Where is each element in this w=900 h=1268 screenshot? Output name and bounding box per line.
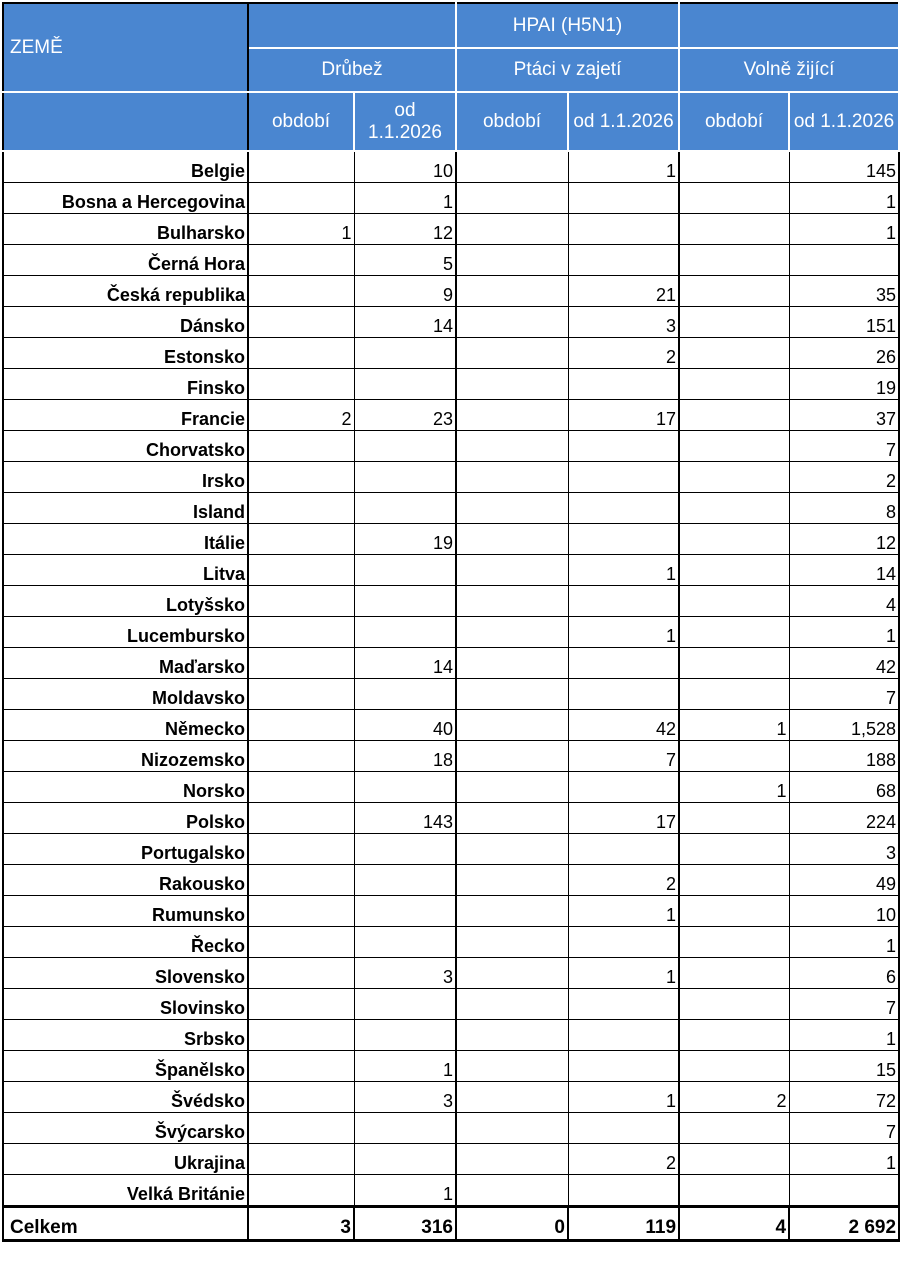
- value-cell: [679, 989, 789, 1020]
- value-cell: [456, 493, 568, 524]
- value-cell: [456, 1082, 568, 1113]
- table-row: [3, 803, 899, 834]
- value-cell: 2: [568, 338, 679, 369]
- country-name: Švýcarsko: [3, 1113, 248, 1144]
- country-name: Litva: [3, 555, 248, 586]
- value-cell: [354, 927, 456, 958]
- value-cell: 17: [568, 400, 679, 431]
- total-cell: 2 692: [789, 1207, 899, 1241]
- value-cell: [679, 276, 789, 307]
- table-row: [3, 958, 899, 989]
- value-cell: [456, 431, 568, 462]
- value-cell: [248, 276, 354, 307]
- value-cell: [679, 338, 789, 369]
- country-name: Francie: [3, 400, 248, 431]
- country-name: Chorvatsko: [3, 431, 248, 462]
- value-cell: [354, 834, 456, 865]
- value-cell: [456, 803, 568, 834]
- value-cell: [248, 617, 354, 648]
- country-name: Norsko: [3, 772, 248, 803]
- table-row: [3, 524, 899, 555]
- total-cell: 3: [248, 1207, 354, 1241]
- hpai-outbreak-table: [2, 2, 900, 1242]
- value-cell: 2: [679, 1082, 789, 1113]
- value-cell: [248, 369, 354, 400]
- value-cell: [248, 338, 354, 369]
- value-cell: [456, 1144, 568, 1175]
- country-name: Irsko: [3, 462, 248, 493]
- value-cell: 14: [354, 307, 456, 338]
- value-cell: [248, 989, 354, 1020]
- value-cell: [568, 183, 679, 214]
- value-cell: [248, 183, 354, 214]
- value-cell: [456, 772, 568, 803]
- value-cell: [248, 1082, 354, 1113]
- value-cell: [568, 679, 679, 710]
- total-cell: 316: [354, 1207, 456, 1241]
- value-cell: [248, 958, 354, 989]
- table-row: [3, 1082, 899, 1113]
- value-cell: 17: [568, 803, 679, 834]
- value-cell: 7: [789, 431, 899, 462]
- category-header-poultry: Drůbež: [248, 48, 456, 92]
- value-cell: [354, 989, 456, 1020]
- subheader-since: od 1.1.2026: [568, 92, 679, 151]
- group-title-header: HPAI (H5N1): [456, 3, 679, 48]
- value-cell: [354, 586, 456, 617]
- value-cell: 18: [354, 741, 456, 772]
- value-cell: [679, 214, 789, 245]
- value-cell: [789, 1175, 899, 1207]
- value-cell: [248, 493, 354, 524]
- value-cell: 1: [789, 1144, 899, 1175]
- value-cell: 1: [568, 896, 679, 927]
- table-row: [3, 245, 899, 276]
- value-cell: [248, 524, 354, 555]
- value-cell: [248, 834, 354, 865]
- value-cell: [679, 1051, 789, 1082]
- value-cell: 21: [568, 276, 679, 307]
- value-cell: [456, 183, 568, 214]
- category-header-wild-birds: Volně žijící: [679, 48, 899, 92]
- value-cell: [679, 1113, 789, 1144]
- value-cell: 1: [568, 958, 679, 989]
- country-name: Belgie: [3, 151, 248, 183]
- country-name: Ukrajina: [3, 1144, 248, 1175]
- value-cell: [456, 1051, 568, 1082]
- table-row: [3, 679, 899, 710]
- table-row: [3, 648, 899, 679]
- value-cell: [248, 741, 354, 772]
- country-name: Finsko: [3, 369, 248, 400]
- value-cell: 42: [789, 648, 899, 679]
- value-cell: 19: [354, 524, 456, 555]
- total-cell: 4: [679, 1207, 789, 1241]
- value-cell: [679, 369, 789, 400]
- value-cell: [456, 1020, 568, 1051]
- value-cell: [679, 307, 789, 338]
- value-cell: [456, 276, 568, 307]
- table-row: [3, 151, 899, 183]
- value-cell: [456, 679, 568, 710]
- value-cell: [568, 1175, 679, 1207]
- value-cell: [456, 1175, 568, 1207]
- table-row: [3, 431, 899, 462]
- table-row: [3, 555, 899, 586]
- country-name: Polsko: [3, 803, 248, 834]
- value-cell: [248, 245, 354, 276]
- header-blank-right: [679, 3, 899, 48]
- value-cell: 10: [354, 151, 456, 183]
- value-cell: [679, 183, 789, 214]
- table-row: [3, 183, 899, 214]
- value-cell: [679, 400, 789, 431]
- value-cell: [456, 524, 568, 555]
- value-cell: [248, 803, 354, 834]
- value-cell: [568, 214, 679, 245]
- country-name: Nizozemsko: [3, 741, 248, 772]
- value-cell: [456, 617, 568, 648]
- value-cell: 14: [354, 648, 456, 679]
- table-row: [3, 369, 899, 400]
- value-cell: [679, 245, 789, 276]
- value-cell: 12: [354, 214, 456, 245]
- table-row: [3, 493, 899, 524]
- value-cell: [679, 834, 789, 865]
- value-cell: 1: [789, 1020, 899, 1051]
- country-name: Velká Británie: [3, 1175, 248, 1207]
- value-cell: [568, 493, 679, 524]
- value-cell: 9: [354, 276, 456, 307]
- value-cell: 19: [789, 369, 899, 400]
- value-cell: [679, 1175, 789, 1207]
- value-cell: [354, 555, 456, 586]
- value-cell: [456, 710, 568, 741]
- value-cell: 37: [789, 400, 899, 431]
- value-cell: [248, 927, 354, 958]
- total-row: [3, 1207, 899, 1241]
- value-cell: 1: [248, 214, 354, 245]
- value-cell: [248, 462, 354, 493]
- value-cell: 1: [354, 183, 456, 214]
- value-cell: 1: [568, 1082, 679, 1113]
- country-name: Island: [3, 493, 248, 524]
- value-cell: 1: [354, 1175, 456, 1207]
- value-cell: 2: [248, 400, 354, 431]
- table-row: [3, 834, 899, 865]
- value-cell: [456, 648, 568, 679]
- value-cell: [248, 1144, 354, 1175]
- value-cell: [456, 927, 568, 958]
- table-row: [3, 1144, 899, 1175]
- value-cell: [248, 865, 354, 896]
- value-cell: [679, 431, 789, 462]
- value-cell: [456, 586, 568, 617]
- value-cell: [354, 679, 456, 710]
- country-name: Španělsko: [3, 1051, 248, 1082]
- value-cell: 7: [789, 989, 899, 1020]
- value-cell: [568, 989, 679, 1020]
- value-cell: [456, 555, 568, 586]
- value-cell: [456, 307, 568, 338]
- country-name: Estonsko: [3, 338, 248, 369]
- country-name: Dánsko: [3, 307, 248, 338]
- value-cell: 5: [354, 245, 456, 276]
- value-cell: 26: [789, 338, 899, 369]
- country-name: Maďarsko: [3, 648, 248, 679]
- value-cell: [568, 1051, 679, 1082]
- value-cell: [354, 431, 456, 462]
- value-cell: [248, 679, 354, 710]
- country-name: Portugalsko: [3, 834, 248, 865]
- value-cell: [456, 1113, 568, 1144]
- value-cell: 42: [568, 710, 679, 741]
- value-cell: [248, 648, 354, 679]
- subheader-since: od 1.1.2026: [789, 92, 899, 151]
- value-cell: [354, 462, 456, 493]
- value-cell: [679, 927, 789, 958]
- value-cell: 6: [789, 958, 899, 989]
- subheader-period: období: [456, 92, 568, 151]
- value-cell: [248, 307, 354, 338]
- table-row: [3, 617, 899, 648]
- value-cell: [568, 1020, 679, 1051]
- value-cell: 8: [789, 493, 899, 524]
- country-name: Bosna a Hercegovina: [3, 183, 248, 214]
- value-cell: [679, 586, 789, 617]
- value-cell: 7: [789, 1113, 899, 1144]
- value-cell: 145: [789, 151, 899, 183]
- total-cell: 0: [456, 1207, 568, 1241]
- country-name: Slovinsko: [3, 989, 248, 1020]
- value-cell: [354, 617, 456, 648]
- value-cell: [679, 679, 789, 710]
- value-cell: [568, 927, 679, 958]
- value-cell: [354, 338, 456, 369]
- table-row: [3, 1113, 899, 1144]
- value-cell: 1: [789, 927, 899, 958]
- value-cell: [248, 1051, 354, 1082]
- value-cell: 2: [789, 462, 899, 493]
- header-blank-left: [248, 3, 456, 48]
- value-cell: [679, 1144, 789, 1175]
- table-row: [3, 307, 899, 338]
- value-cell: [456, 865, 568, 896]
- value-cell: [679, 151, 789, 183]
- value-cell: [456, 462, 568, 493]
- country-name: Rakousko: [3, 865, 248, 896]
- value-cell: [354, 369, 456, 400]
- value-cell: [354, 1020, 456, 1051]
- value-cell: [248, 1020, 354, 1051]
- value-cell: 3: [354, 1082, 456, 1113]
- country-name: Rumunsko: [3, 896, 248, 927]
- value-cell: 12: [789, 524, 899, 555]
- value-cell: [568, 834, 679, 865]
- table-row: [3, 400, 899, 431]
- value-cell: 3: [789, 834, 899, 865]
- table-row: [3, 865, 899, 896]
- country-name: Černá Hora: [3, 245, 248, 276]
- table-row: [3, 1020, 899, 1051]
- country-name: Lotyšsko: [3, 586, 248, 617]
- value-cell: [456, 989, 568, 1020]
- value-cell: 188: [789, 741, 899, 772]
- value-cell: [679, 555, 789, 586]
- country-name: Česká republika: [3, 276, 248, 307]
- value-cell: 1: [568, 617, 679, 648]
- value-cell: [679, 524, 789, 555]
- value-cell: 4: [789, 586, 899, 617]
- value-cell: [568, 245, 679, 276]
- subheader-since: od 1.1.2026: [354, 92, 456, 151]
- value-cell: 68: [789, 772, 899, 803]
- value-cell: [679, 741, 789, 772]
- value-cell: 14: [789, 555, 899, 586]
- country-name: Bulharsko: [3, 214, 248, 245]
- value-cell: [456, 958, 568, 989]
- subheader-period: období: [248, 92, 354, 151]
- table-row: [3, 1175, 899, 1207]
- value-cell: 1: [568, 151, 679, 183]
- value-cell: 143: [354, 803, 456, 834]
- value-cell: [248, 772, 354, 803]
- value-cell: [679, 462, 789, 493]
- table-row: [3, 927, 899, 958]
- value-cell: [248, 431, 354, 462]
- value-cell: [248, 555, 354, 586]
- table-row: [3, 710, 899, 741]
- value-cell: [679, 493, 789, 524]
- value-cell: 1,528: [789, 710, 899, 741]
- value-cell: [248, 586, 354, 617]
- country-name: Slovensko: [3, 958, 248, 989]
- value-cell: 23: [354, 400, 456, 431]
- value-cell: 1: [789, 214, 899, 245]
- value-cell: 10: [789, 896, 899, 927]
- value-cell: [789, 245, 899, 276]
- value-cell: [456, 245, 568, 276]
- value-cell: 49: [789, 865, 899, 896]
- value-cell: [679, 958, 789, 989]
- country-name: Srbsko: [3, 1020, 248, 1051]
- table-row: [3, 772, 899, 803]
- value-cell: 35: [789, 276, 899, 307]
- value-cell: [354, 865, 456, 896]
- value-cell: 224: [789, 803, 899, 834]
- country-header-spacer: [3, 92, 248, 151]
- value-cell: 3: [354, 958, 456, 989]
- value-cell: [248, 1175, 354, 1207]
- value-cell: [456, 151, 568, 183]
- table-row: [3, 989, 899, 1020]
- value-cell: [354, 493, 456, 524]
- value-cell: [568, 586, 679, 617]
- value-cell: [456, 338, 568, 369]
- hpai-table-wrapper: [2, 2, 898, 1242]
- country-column-header: ZEMĚ: [3, 3, 248, 92]
- value-cell: [248, 710, 354, 741]
- value-cell: 151: [789, 307, 899, 338]
- value-cell: [248, 151, 354, 183]
- value-cell: [679, 1020, 789, 1051]
- table-row: [3, 338, 899, 369]
- value-cell: 1: [679, 710, 789, 741]
- table-row: [3, 276, 899, 307]
- value-cell: [456, 741, 568, 772]
- value-cell: [568, 431, 679, 462]
- value-cell: 7: [789, 679, 899, 710]
- value-cell: [248, 896, 354, 927]
- value-cell: [456, 214, 568, 245]
- table-row: [3, 741, 899, 772]
- value-cell: [568, 772, 679, 803]
- value-cell: 15: [789, 1051, 899, 1082]
- country-name: Německo: [3, 710, 248, 741]
- country-name: Řecko: [3, 927, 248, 958]
- table-row: [3, 896, 899, 927]
- total-cell: 119: [568, 1207, 679, 1241]
- value-cell: 3: [568, 307, 679, 338]
- value-cell: [568, 524, 679, 555]
- value-cell: [456, 400, 568, 431]
- table-body: [3, 151, 899, 1207]
- value-cell: 1: [789, 183, 899, 214]
- value-cell: [456, 369, 568, 400]
- value-cell: [354, 896, 456, 927]
- value-cell: [354, 1144, 456, 1175]
- value-cell: [679, 865, 789, 896]
- value-cell: [354, 1113, 456, 1144]
- value-cell: [679, 617, 789, 648]
- value-cell: 1: [568, 555, 679, 586]
- value-cell: 2: [568, 1144, 679, 1175]
- value-cell: 7: [568, 741, 679, 772]
- table-row: [3, 462, 899, 493]
- value-cell: [568, 648, 679, 679]
- subheader-period: období: [679, 92, 789, 151]
- category-header-captive-birds: Ptáci v zajetí: [456, 48, 679, 92]
- value-cell: 1: [679, 772, 789, 803]
- country-name: Švédsko: [3, 1082, 248, 1113]
- value-cell: 1: [354, 1051, 456, 1082]
- value-cell: [248, 1113, 354, 1144]
- value-cell: 1: [789, 617, 899, 648]
- table-row: [3, 214, 899, 245]
- table-row: [3, 1051, 899, 1082]
- value-cell: [679, 803, 789, 834]
- country-name: Moldavsko: [3, 679, 248, 710]
- value-cell: 72: [789, 1082, 899, 1113]
- value-cell: [568, 369, 679, 400]
- value-cell: [354, 772, 456, 803]
- country-name: Itálie: [3, 524, 248, 555]
- value-cell: 40: [354, 710, 456, 741]
- value-cell: 2: [568, 865, 679, 896]
- table-row: [3, 586, 899, 617]
- value-cell: [568, 1113, 679, 1144]
- value-cell: [679, 896, 789, 927]
- value-cell: [679, 648, 789, 679]
- total-label: Celkem: [3, 1207, 248, 1241]
- value-cell: [456, 834, 568, 865]
- value-cell: [568, 462, 679, 493]
- country-name: Lucembursko: [3, 617, 248, 648]
- value-cell: [456, 896, 568, 927]
